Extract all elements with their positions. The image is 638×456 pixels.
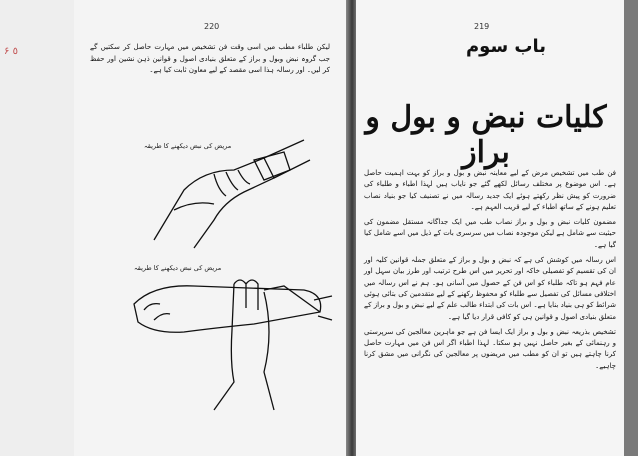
left-page: [74, 0, 352, 456]
left-page-paragraph: [90, 42, 330, 77]
body-paragraph: اس رسالہ میں کوشش کی ہے کہ نبض و بول و براز کے متعلق جملہ قوانین کلیہ اور ان کی تقسیم کو تفصیلی خاکہ اور تحریر میں اس طرح ترتیب اور طرز بیان سہل اور عام فہم ہو تاکہ طلباء کو اس فن کے حصول میں آسانی ہو۔ ہم نے اس رسالہ میں اختلافی مسائل کی تفصیل سے طلباء کو محفوظ رکھنے کے لیے متقدمین کی بتائی ہوئی شرائط کو ہی بنیاد بنایا ہے۔ اس بات کی ابتداء طالب علم کے لیے نبض و بول و براز کے متعلق بنیادی اصول و قوانین ہی کو کافی قرار دیا گیا ہے۔: [364, 256, 616, 321]
page-number-right: 219: [474, 22, 490, 31]
handwritten-margin-note: ۶ ٥: [4, 46, 18, 57]
page-number-left: 220: [204, 22, 220, 31]
figure-caption-bottom: مریض کی نبض دیکھنے کا طریقہ: [134, 264, 222, 272]
previous-page-edge: [0, 0, 74, 456]
main-heading: کلیات نبض و بول و براز: [365, 100, 607, 170]
body-paragraph: فن طب میں تشخیص مرض کے لیے معاینہ نبض و بول و براز کو بہت اہمیت حاصل ہے۔ اس موضوع پر مختلف رسائل لکھے گئے جو نایاب ہیں لہذا اطباء و طلباء کی ضرورت کو پیش نظر رکھتے ہوئے ایک جدید رسالہ میں نے تصنیف کیا جو بنیاد نصاب تعلیم ہونے کے ساتھ اطباء کے لیے قریب العہم ہے۔: [364, 169, 616, 211]
figure-caption-top: مریض کی نبض دیکھنے کا طریقہ: [144, 142, 232, 150]
left-paragraph-text: لیکن طلباء مطب میں اسی وقت فن تشخیص میں مہارت حاصل کر سکتیں گے جب گروہ نبض وبول و براز کے متعلق بنیادی اصول و قوانین ذہن نشین اور حفظ کر لیں۔ اور رسالہ ہذا اسی مقصد کے لیے معاون ثابت کیا ہے۔: [90, 43, 330, 74]
right-page-body: [364, 168, 616, 376]
body-paragraph: تشخیص بذریعہ نبض و بول و براز ایک ایسا فن ہے جو ماہرین معالجین کی سرپرستی و رہنمائی کے بغیر حاصل نہیں ہو سکتا۔ لہذا اطباء اگر اس فن میں مہارت حاصل کرنا چاہتے ہیں تو ان کو مطب میں مریضوں پر معالجین کی نگرانی میں مشق کرنا چاہیے۔: [364, 327, 616, 370]
body-paragraph: مضمون کلیات نبض و بول و براز نصاب طب میں ایک جداگانہ مستقل مضمون کی حیثیت سے شامل ہے لیکن موجودہ نصاب میں سرسری بات کے ذیل میں اسے شامل کیا گیا ہے۔: [364, 218, 616, 249]
pulse-taking-illustration-top: [114, 130, 314, 250]
page-stack-edge: [624, 0, 638, 456]
right-page: [356, 0, 624, 456]
chapter-title: باب سوم: [465, 36, 547, 57]
pulse-taking-illustration-bottom: [114, 262, 334, 412]
